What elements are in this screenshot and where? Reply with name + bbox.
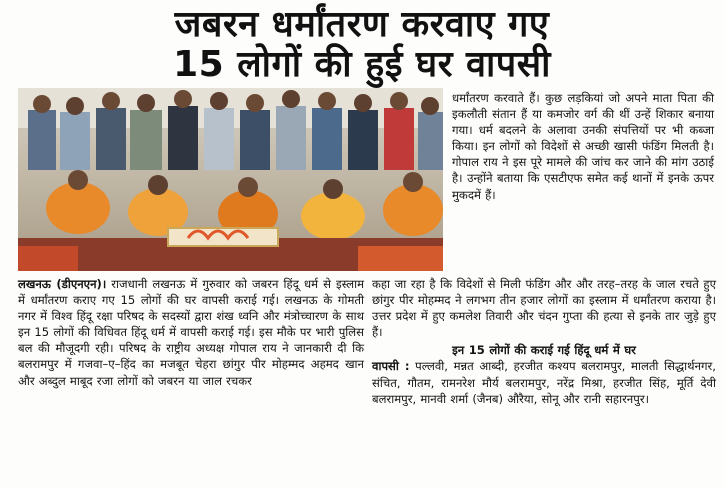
names-list-label: वापसी : — [372, 359, 410, 374]
dateline: लखनऊ (डीएनएन)। — [18, 277, 107, 291]
article-column-right-top — [452, 90, 714, 275]
article-column-left — [18, 276, 364, 486]
photo-icon — [18, 88, 443, 271]
names-list — [372, 358, 716, 406]
names-list-text: पल्लवी, मन्नत आब्दी, हरजीत कश्यप बलरामपुर, मालती सिद्धार्थनगर, संचित, गौतम, रामनरेश मौर्य बलरामपुर, नरेंद्र मिश्रा, हरजीत सिंह, मूर्ति देवी बलरामपुर, मानवी शर्मा (जैनब) औरैया, सोनू और रानी सहारनपुर। — [372, 359, 716, 406]
news-photo — [18, 88, 443, 271]
sub-heading: इन 15 लोगों की कराई गई हिंदू धर्म में घर — [452, 343, 636, 358]
dateline-suffix: राजधानी — [106, 277, 148, 291]
body-text-right-top: धर्मांतरण करवाते हैं। कुछ लड़कियां जो अपने माता पिता की इकलौती संतान हैं या कमजोर वर्ग की थीं उन्हें शिकार बनाया गया। धर्म बदलने के अलावा उनकी संपत्तियों पर भी कब्जा किया। इन लोगों को विदेशों से अच्छी खासी फंडिंग मिलती है। गोपाल राय ने इस पूरे मामले की जांच कर जाने की मांग उठाई है। उन्होंने बताया कि एसटीएफ समेत कई थानों में इनके ऊपर मुकदमें हैं। — [452, 91, 714, 202]
body-text-left: लखनऊ में गुरुवार को जबरन हिंदू धर्म से इस्लाम में धर्मांतरण कराए गए 15 लोगों की घर वापसी कराई गई। लखनऊ के गोमती नगर में विश्व हिंदू रक्षा परिषद के सदस्यों द्वारा शंख ध्वनि और मंत्रोच्चारण के साथ इन 15 लोगों की विधिवत हिंदू धर्म में वापसी कराई गई। इस मौके पर भारी पुलिस बल की मौजूदगी रही। परिषद के राष्ट्रीय अध्यक्ष गोपाल राय ने जानकारी दी कि बलरामपुर में गजवा–ए–हिंद का मजबूत चेहरा छांगुर पीर मोहम्मद अहमद खान और अब्दुल माबूद रजा लोगों को जबरन या जाल रचकर — [18, 277, 365, 388]
headline-line-1: जबरन धर्मांतरण करवाए गए — [174, 4, 550, 45]
body-text-right-bottom: कहा जा रहा है कि विदेशों से मिली फंडिंग और और तरह–तरह के जाल रचते हुए छांगुर पीर मोहम्मद ने लगभग तीन हजार लोगों का इस्लाम में धर्मांतरण कराया है। उत्तर प्रदेश में हुए कमलेश तिवारी और चंदन गुप्ता की हत्या से इनके तार जुड़े हुए हैं। — [372, 277, 716, 340]
article-column-right-bottom — [372, 276, 716, 486]
body-paragraph-left — [18, 276, 364, 389]
headline-line-2: 15 लोगों की हुई घर वापसी — [173, 44, 551, 85]
